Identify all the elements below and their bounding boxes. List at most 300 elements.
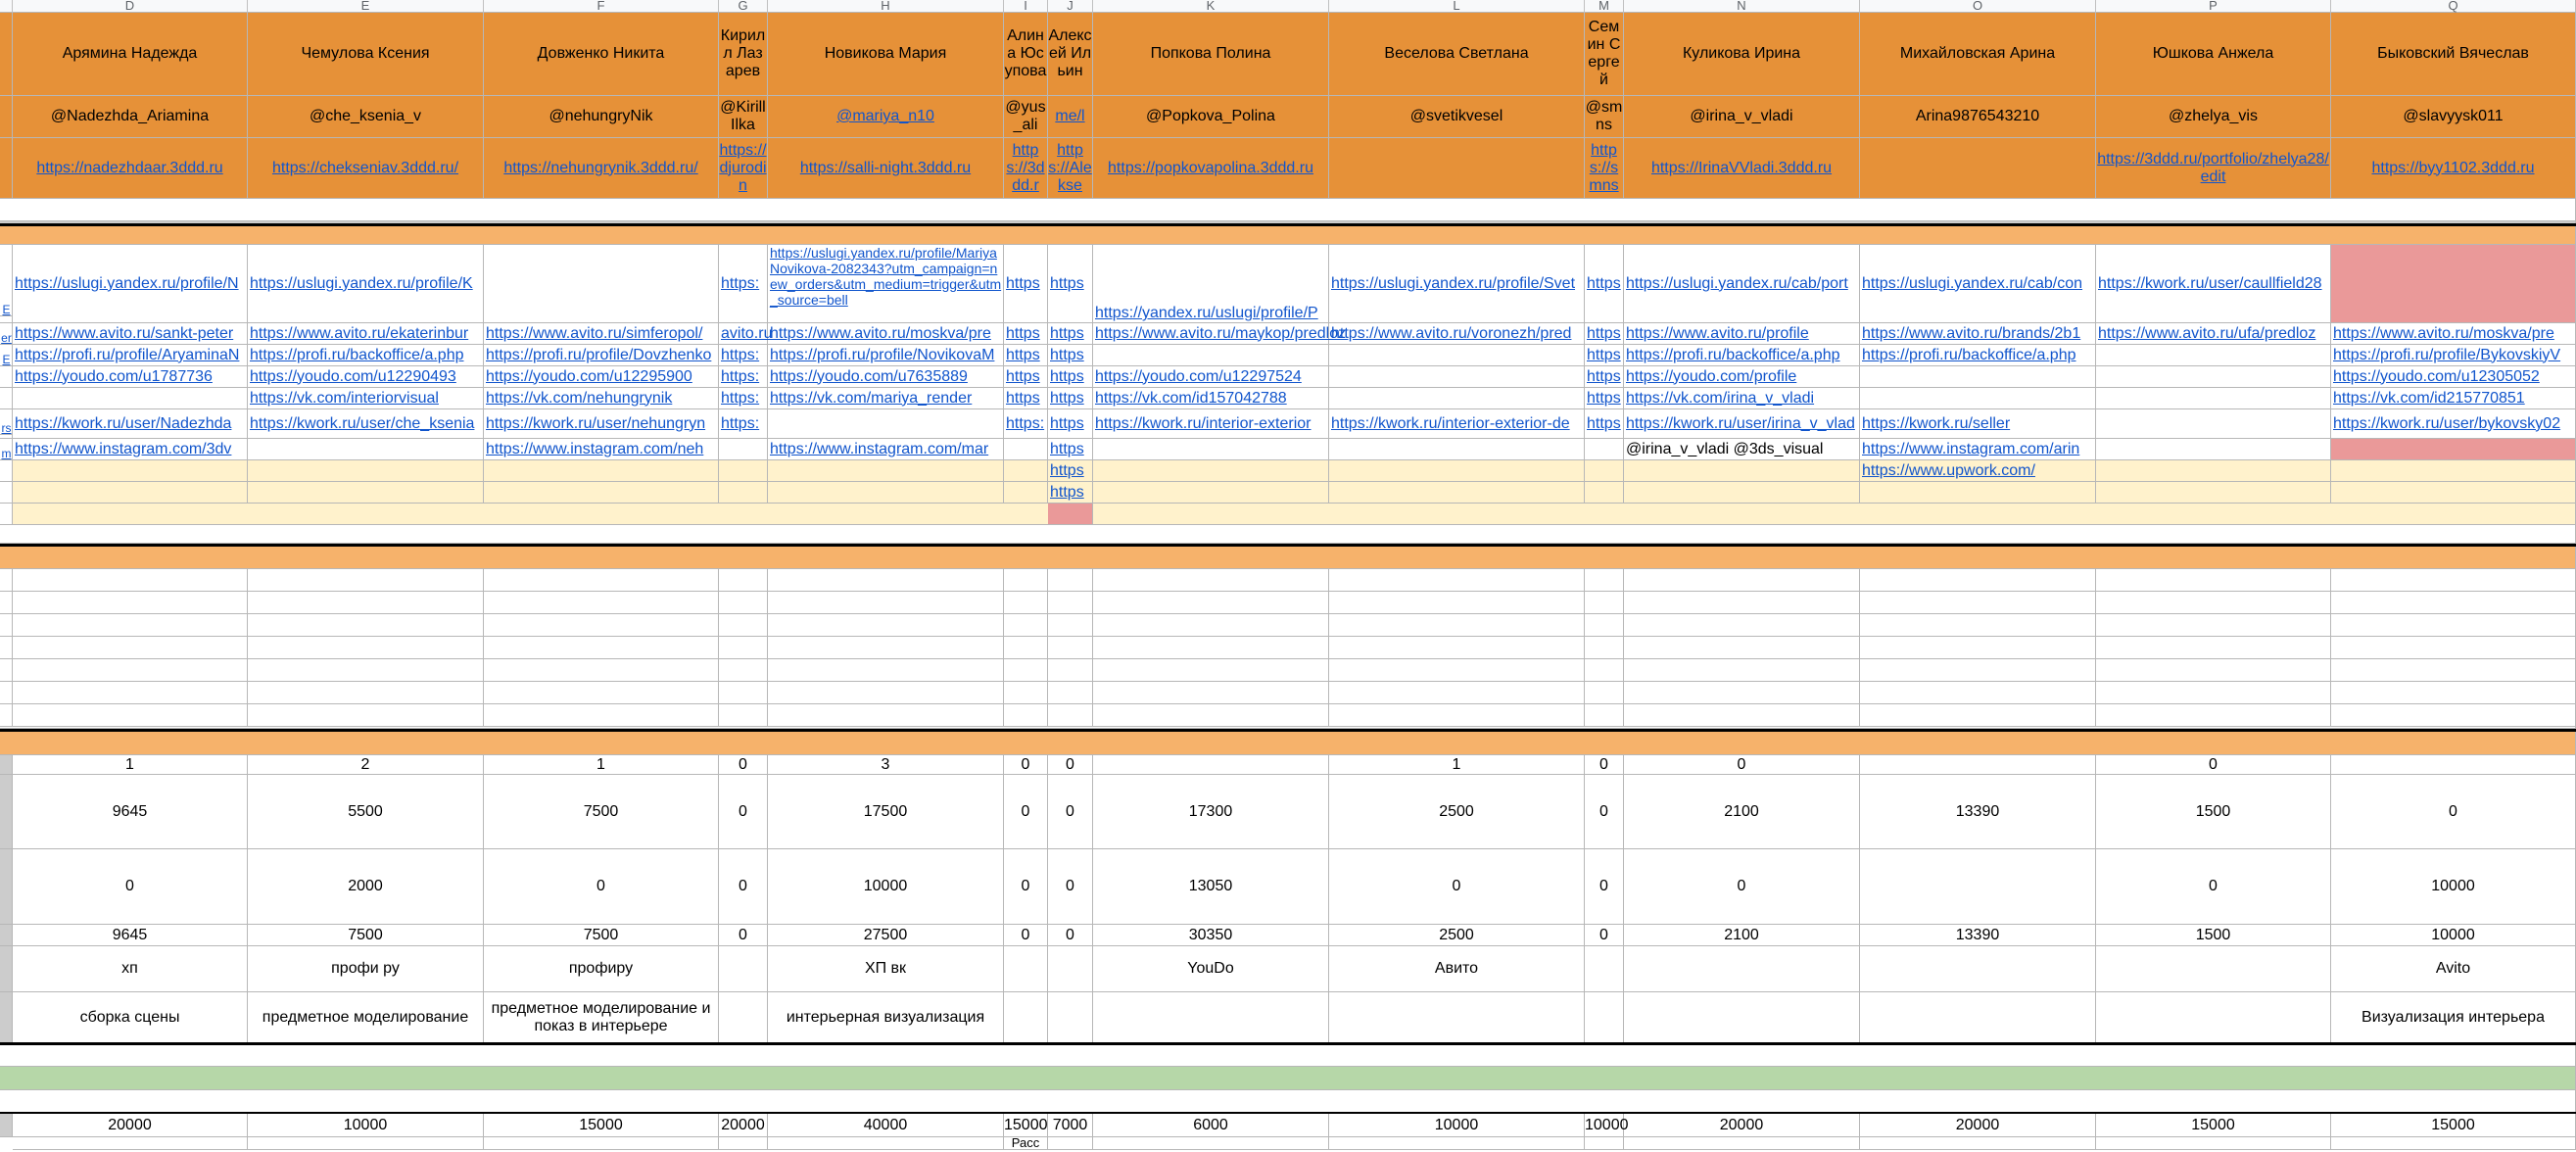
profi-cell-m-text[interactable]: https: [1587, 346, 1621, 363]
source-cell-f[interactable]: [484, 946, 719, 992]
orders-cell-j-text[interactable]: 0: [1066, 755, 1074, 773]
kwork-cell-d-text[interactable]: https://kwork.ru/user/Nadezhda: [15, 414, 232, 432]
empty-cell-r0-h[interactable]: [768, 569, 1004, 592]
instagram-cell-j-text[interactable]: https: [1050, 440, 1084, 457]
youdo-cell-h-text[interactable]: https://youdo.com/u7635889: [770, 367, 968, 385]
avito-cell-p-text[interactable]: https://www.avito.ru/ufa/predloz: [2098, 324, 2316, 342]
names-cell-f-text[interactable]: Довженко Никита: [537, 45, 665, 62]
names-cell-j[interactable]: [1048, 13, 1093, 96]
total-cell-g[interactable]: [719, 925, 768, 946]
sum1-cell-k[interactable]: [1093, 775, 1329, 849]
avito-cell-i-text[interactable]: https: [1006, 324, 1040, 342]
youdo-cell-n-text[interactable]: https://youdo.com/profile: [1626, 367, 1797, 385]
empty-cell-r0-f[interactable]: [484, 569, 719, 592]
kwork-cell-e-text[interactable]: https://kwork.ru/user/che_ksenia: [250, 414, 475, 432]
handles-cell-d-text[interactable]: @Nadezhda_Ariamina: [50, 108, 210, 124]
column-header-p[interactable]: [2096, 0, 2331, 13]
names-cell-m-text[interactable]: Семин Сергей: [1587, 19, 1621, 88]
task-cell-d[interactable]: [13, 992, 248, 1043]
other1-cell-m[interactable]: [1585, 460, 1624, 482]
sum2-cell-e-text[interactable]: 2000: [348, 878, 383, 894]
vk-cell-i[interactable]: [1004, 388, 1048, 409]
orders-cell-h-text[interactable]: 3: [881, 755, 890, 773]
empty-cell-r4-m[interactable]: [1585, 659, 1624, 682]
other2-cell-k[interactable]: [1093, 482, 1329, 504]
empty-cell-r4-o[interactable]: [1860, 659, 2096, 682]
other1-cell-f[interactable]: [484, 460, 719, 482]
source-cell-q[interactable]: [2331, 946, 2576, 992]
vk-cell-k-text[interactable]: https://vk.com/id157042788: [1095, 389, 1287, 407]
instagram-cell-o-text[interactable]: https://www.instagram.com/arin: [1862, 440, 2080, 457]
portfolio-cell-d-text[interactable]: https://nadezhdaar.3ddd.ru: [36, 159, 223, 176]
last-row-cell-l[interactable]: [1329, 1137, 1585, 1150]
other2-cell-l[interactable]: [1329, 482, 1585, 504]
vk-cell-k[interactable]: [1093, 388, 1329, 409]
sum1-cell-h[interactable]: [768, 775, 1004, 849]
other1-cell-j-text[interactable]: https: [1050, 461, 1084, 479]
names-cell-e-text[interactable]: Чемулова Ксения: [301, 45, 430, 62]
orders-cell-f-text[interactable]: 1: [596, 755, 605, 773]
other1-cell-e[interactable]: [248, 460, 484, 482]
avito-cell-f-text[interactable]: https://www.avito.ru/simferopol/: [486, 324, 703, 342]
handles-cell-o[interactable]: [1860, 96, 2096, 138]
profi-cell-g-text[interactable]: https:: [721, 346, 760, 363]
price-cell-p[interactable]: [2096, 1114, 2331, 1137]
column-header-i-text[interactable]: I: [1024, 0, 1027, 13]
empty-cell-r0-e[interactable]: [248, 569, 484, 592]
kwork-cell-k[interactable]: [1093, 409, 1329, 439]
handles-cell-j-text[interactable]: me/l: [1055, 108, 1085, 124]
handles-cell-e-text[interactable]: @che_ksenia_v: [309, 108, 422, 124]
portfolio-cell-q-text[interactable]: https://byy1102.3ddd.ru: [2371, 159, 2535, 176]
column-header-f[interactable]: [484, 0, 719, 13]
price-cell-n[interactable]: [1624, 1114, 1860, 1137]
price-cell-j[interactable]: [1048, 1114, 1093, 1137]
sum2-cell-d[interactable]: [13, 849, 248, 925]
handles-cell-q-text[interactable]: @slavyysk011: [2403, 108, 2504, 124]
vk-cell-q-text[interactable]: https://vk.com/id215770851: [2333, 389, 2525, 407]
sum2-cell-o[interactable]: [1860, 849, 2096, 925]
empty-cell-r1-h[interactable]: [768, 592, 1004, 614]
sum2-cell-k-text[interactable]: 13050: [1188, 878, 1233, 894]
yandex-cell-g[interactable]: [719, 245, 768, 323]
column-header-j-text[interactable]: J: [1067, 0, 1073, 13]
kwork-cell-f[interactable]: [484, 409, 719, 439]
vk-cell-m-text[interactable]: https: [1587, 389, 1621, 407]
kwork-cell-i[interactable]: [1004, 409, 1048, 439]
column-header-f-text[interactable]: F: [596, 0, 605, 13]
avito-cell-h[interactable]: [768, 323, 1004, 345]
column-c-fragment-2[interactable]: [0, 353, 13, 366]
names-cell-k[interactable]: [1093, 13, 1329, 96]
kwork-cell-n-text[interactable]: https://kwork.ru/user/irina_v_vlad: [1626, 414, 1855, 432]
other1-cell-d[interactable]: [13, 460, 248, 482]
sum2-cell-l-text[interactable]: 0: [1452, 878, 1461, 894]
last-row-cell-f[interactable]: [484, 1137, 719, 1150]
other2-cell-h[interactable]: [768, 482, 1004, 504]
task-cell-g[interactable]: [719, 992, 768, 1043]
total-cell-q[interactable]: [2331, 925, 2576, 946]
source-cell-k[interactable]: [1093, 946, 1329, 992]
youdo-cell-i[interactable]: [1004, 366, 1048, 388]
empty-cell-r2-m[interactable]: [1585, 614, 1624, 637]
column-header-i[interactable]: [1004, 0, 1048, 13]
handles-cell-g[interactable]: [719, 96, 768, 138]
kwork-cell-m[interactable]: [1585, 409, 1624, 439]
youdo-cell-n[interactable]: [1624, 366, 1860, 388]
names-cell-o[interactable]: [1860, 13, 2096, 96]
empty-cell-r1-l[interactable]: [1329, 592, 1585, 614]
total-cell-f-text[interactable]: 7500: [583, 926, 619, 943]
yandex-cell-q[interactable]: [2331, 245, 2576, 323]
handles-cell-g-text[interactable]: @KirillIlka: [720, 99, 766, 133]
portfolio-cell-h[interactable]: [768, 138, 1004, 199]
sum1-cell-f[interactable]: [484, 775, 719, 849]
handles-cell-i[interactable]: [1004, 96, 1048, 138]
last-row-cell-i[interactable]: [1004, 1137, 1048, 1150]
instagram-cell-p[interactable]: [2096, 439, 2331, 460]
profi-cell-d[interactable]: [13, 345, 248, 366]
task-cell-e[interactable]: [248, 992, 484, 1043]
handles-cell-h-text[interactable]: @mariya_n10: [836, 108, 934, 124]
source-cell-j[interactable]: [1048, 946, 1093, 992]
orders-cell-o[interactable]: [1860, 755, 2096, 775]
youdo-cell-d-text[interactable]: https://youdo.com/u1787736: [15, 367, 213, 385]
empty-cell-r2-p[interactable]: [2096, 614, 2331, 637]
youdo-cell-m-text[interactable]: https: [1587, 367, 1621, 385]
empty-cell-r0-i[interactable]: [1004, 569, 1048, 592]
empty-cell-r3-i[interactable]: [1004, 637, 1048, 659]
instagram-cell-i[interactable]: [1004, 439, 1048, 460]
names-cell-g-text[interactable]: Кирилл Лазарев: [720, 27, 766, 79]
column-c-fragment-1-text[interactable]: er: [1, 330, 12, 345]
names-cell-d-text[interactable]: Арямина Надежда: [62, 45, 198, 62]
price-cell-g[interactable]: [719, 1114, 768, 1137]
column-header-n[interactable]: [1624, 0, 1860, 13]
empty-cell-r4-k[interactable]: [1093, 659, 1329, 682]
task-cell-f[interactable]: [484, 992, 719, 1043]
sum1-cell-n[interactable]: [1624, 775, 1860, 849]
profi-cell-j[interactable]: [1048, 345, 1093, 366]
portfolio-cell-f[interactable]: [484, 138, 719, 199]
youdo-cell-g[interactable]: [719, 366, 768, 388]
sum1-cell-l[interactable]: [1329, 775, 1585, 849]
orders-cell-j[interactable]: [1048, 755, 1093, 775]
other2-cell-j-text[interactable]: https: [1050, 483, 1084, 501]
profi-cell-q-text[interactable]: https://profi.ru/profile/BykovskiyV: [2333, 346, 2561, 363]
price-cell-o-text[interactable]: 20000: [1955, 1116, 2000, 1133]
portfolio-cell-m[interactable]: [1585, 138, 1624, 199]
total-cell-k-text[interactable]: 30350: [1188, 926, 1233, 943]
portfolio-cell-q[interactable]: [2331, 138, 2576, 199]
instagram-cell-h-text[interactable]: https://www.instagram.com/mar: [770, 440, 989, 457]
names-cell-m[interactable]: [1585, 13, 1624, 96]
price-cell-d-text[interactable]: 20000: [108, 1116, 152, 1133]
other2-cell-f[interactable]: [484, 482, 719, 504]
empty-cell-r4-l[interactable]: [1329, 659, 1585, 682]
yandex-cell-g-text[interactable]: https:: [721, 274, 760, 292]
column-header-e-text[interactable]: E: [360, 0, 370, 13]
portfolio-cell-m-text[interactable]: https://smns: [1589, 141, 1619, 194]
sum1-cell-g-text[interactable]: 0: [739, 802, 747, 820]
sum1-cell-j-text[interactable]: 0: [1066, 802, 1074, 820]
profi-cell-p[interactable]: [2096, 345, 2331, 366]
empty-cell-r0-l[interactable]: [1329, 569, 1585, 592]
price-cell-j-text[interactable]: 7000: [1052, 1116, 1088, 1133]
empty-cell-r0-d[interactable]: [13, 569, 248, 592]
empty-cell-r1-n[interactable]: [1624, 592, 1860, 614]
empty-cell-r3-l[interactable]: [1329, 637, 1585, 659]
vk-cell-n-text[interactable]: https://vk.com/irina_v_vladi: [1626, 389, 1815, 407]
names-cell-q-text[interactable]: Быковский Вячеслав: [2377, 45, 2529, 62]
avito-cell-l-text[interactable]: https://www.avito.ru/voronezh/pred: [1331, 324, 1572, 342]
vk-cell-j[interactable]: [1048, 388, 1093, 409]
names-cell-f[interactable]: [484, 13, 719, 96]
sum2-cell-j[interactable]: [1048, 849, 1093, 925]
source-cell-h-text[interactable]: ХП вк: [864, 960, 907, 977]
yandex-cell-p[interactable]: [2096, 245, 2331, 323]
instagram-cell-d-text[interactable]: https://www.instagram.com/3dv: [15, 440, 232, 457]
other1-cell-q[interactable]: [2331, 460, 2576, 482]
handles-cell-h[interactable]: [768, 96, 1004, 138]
avito-cell-o-text[interactable]: https://www.avito.ru/brands/2b1: [1862, 324, 2081, 342]
yandex-cell-i-text[interactable]: https: [1006, 274, 1040, 292]
sum1-cell-d[interactable]: [13, 775, 248, 849]
orders-cell-q[interactable]: [2331, 755, 2576, 775]
orders-cell-p-text[interactable]: 0: [2209, 755, 2218, 773]
price-cell-g-text[interactable]: 20000: [721, 1116, 765, 1133]
youdo-cell-q[interactable]: [2331, 366, 2576, 388]
kwork-cell-f-text[interactable]: https://kwork.ru/user/nehungryn: [486, 414, 706, 432]
price-cell-d[interactable]: [13, 1114, 248, 1137]
source-cell-m[interactable]: [1585, 946, 1624, 992]
empty-cell-r2-g[interactable]: [719, 614, 768, 637]
last-row-cell-d[interactable]: [13, 1137, 248, 1150]
instagram-cell-o[interactable]: [1860, 439, 2096, 460]
price-cell-e-text[interactable]: 10000: [343, 1116, 388, 1133]
other1-cell-o[interactable]: [1860, 460, 2096, 482]
names-cell-q[interactable]: [2331, 13, 2576, 96]
other2-cell-d[interactable]: [13, 482, 248, 504]
vk-cell-m[interactable]: [1585, 388, 1624, 409]
profi-cell-k[interactable]: [1093, 345, 1329, 366]
last-row-cell-p[interactable]: [2096, 1137, 2331, 1150]
column-header-m-text[interactable]: M: [1598, 0, 1609, 13]
column-c-fragment-4[interactable]: [0, 447, 13, 460]
other1-cell-n[interactable]: [1624, 460, 1860, 482]
source-cell-o[interactable]: [1860, 946, 2096, 992]
source-cell-n[interactable]: [1624, 946, 1860, 992]
handles-cell-l-text[interactable]: @svetikvesel: [1409, 108, 1503, 124]
price-cell-k[interactable]: [1093, 1114, 1329, 1137]
other2-cell-m[interactable]: [1585, 482, 1624, 504]
empty-cell-r2-k[interactable]: [1093, 614, 1329, 637]
column-header-l-text[interactable]: L: [1453, 0, 1460, 13]
other2-cell-e[interactable]: [248, 482, 484, 504]
kwork-cell-k-text[interactable]: https://kwork.ru/interior-exterior: [1095, 414, 1312, 432]
empty-cell-r3-d[interactable]: [13, 637, 248, 659]
total-cell-d[interactable]: [13, 925, 248, 946]
empty-cell-r3-m[interactable]: [1585, 637, 1624, 659]
orders-cell-n[interactable]: [1624, 755, 1860, 775]
task-cell-j[interactable]: [1048, 992, 1093, 1043]
total-cell-m-text[interactable]: 0: [1599, 926, 1608, 943]
instagram-cell-k[interactable]: [1093, 439, 1329, 460]
kwork-cell-g[interactable]: [719, 409, 768, 439]
price-cell-l[interactable]: [1329, 1114, 1585, 1137]
price-cell-i-text[interactable]: 15000: [1004, 1116, 1048, 1133]
empty-cell-r1-q[interactable]: [2331, 592, 2576, 614]
instagram-cell-n-text[interactable]: @irina_v_vladi @3ds_visual: [1626, 440, 1824, 457]
total-cell-i[interactable]: [1004, 925, 1048, 946]
column-header-o-text[interactable]: O: [1972, 0, 1983, 13]
orders-cell-e-text[interactable]: 2: [360, 755, 370, 773]
column-header-m[interactable]: [1585, 0, 1624, 13]
orders-cell-m[interactable]: [1585, 755, 1624, 775]
empty-cell-r1-f[interactable]: [484, 592, 719, 614]
portfolio-cell-o[interactable]: [1860, 138, 2096, 199]
kwork-cell-l-text[interactable]: https://kwork.ru/interior-exterior-de: [1331, 414, 1570, 432]
price-cell-l-text[interactable]: 10000: [1434, 1116, 1479, 1133]
sum2-cell-e[interactable]: [248, 849, 484, 925]
yandex-cell-m[interactable]: [1585, 245, 1624, 323]
handles-cell-n[interactable]: [1624, 96, 1860, 138]
source-cell-p[interactable]: [2096, 946, 2331, 992]
empty-cell-r4-d[interactable]: [13, 659, 248, 682]
sum1-cell-k-text[interactable]: 17300: [1188, 802, 1233, 820]
names-cell-e[interactable]: [248, 13, 484, 96]
price-cell-q[interactable]: [2331, 1114, 2576, 1137]
kwork-cell-m-text[interactable]: https: [1587, 414, 1621, 432]
portfolio-cell-f-text[interactable]: https://nehungrynik.3ddd.ru/: [503, 159, 698, 176]
kwork-cell-p[interactable]: [2096, 409, 2331, 439]
vk-cell-q[interactable]: [2331, 388, 2576, 409]
source-cell-d-text[interactable]: хп: [121, 960, 138, 977]
avito-cell-k[interactable]: [1093, 323, 1347, 345]
handles-cell-q[interactable]: [2331, 96, 2576, 138]
orders-cell-d-text[interactable]: 1: [125, 755, 134, 773]
column-header-d[interactable]: [13, 0, 248, 13]
source-cell-f-text[interactable]: профиру: [568, 960, 634, 977]
column-header-h-text[interactable]: H: [881, 0, 890, 13]
other1-cell-j[interactable]: [1048, 460, 1093, 482]
total-cell-p-text[interactable]: 1500: [2195, 926, 2231, 943]
orders-cell-m-text[interactable]: 0: [1599, 755, 1608, 773]
profi-cell-e[interactable]: [248, 345, 484, 366]
handles-cell-f[interactable]: [484, 96, 719, 138]
empty-cell-r4-h[interactable]: [768, 659, 1004, 682]
avito-cell-k-text[interactable]: https://www.avito.ru/maykop/predloz: [1095, 324, 1347, 342]
youdo-cell-q-text[interactable]: https://youdo.com/u12305052: [2333, 367, 2540, 385]
yandex-cell-o[interactable]: [1860, 245, 2096, 323]
total-cell-n-text[interactable]: 2100: [1724, 926, 1759, 943]
other1-cell-g[interactable]: [719, 460, 768, 482]
kwork-cell-i-text[interactable]: https:: [1006, 414, 1045, 432]
sum2-cell-l[interactable]: [1329, 849, 1585, 925]
empty-cell-r5-k[interactable]: [1093, 682, 1329, 704]
youdo-cell-d[interactable]: [13, 366, 248, 388]
empty-cell-r1-m[interactable]: [1585, 592, 1624, 614]
source-cell-q-text[interactable]: Avito: [2435, 960, 2471, 977]
avito-cell-p[interactable]: [2096, 323, 2331, 345]
profi-cell-m[interactable]: [1585, 345, 1624, 366]
names-cell-h-text[interactable]: Новикова Мария: [824, 45, 947, 62]
profi-cell-i[interactable]: [1004, 345, 1048, 366]
last-row-cell-j[interactable]: [1048, 1137, 1093, 1150]
sum2-cell-h-text[interactable]: 10000: [863, 878, 908, 894]
youdo-cell-g-text[interactable]: https:: [721, 367, 760, 385]
empty-cell-r1-i[interactable]: [1004, 592, 1048, 614]
source-cell-e[interactable]: [248, 946, 484, 992]
portfolio-cell-j[interactable]: [1048, 138, 1093, 199]
empty-cell-r5-f[interactable]: [484, 682, 719, 704]
kwork-cell-d[interactable]: [13, 409, 248, 439]
handles-cell-i-text[interactable]: @yus_ali: [1005, 99, 1046, 133]
empty-cell-r2-f[interactable]: [484, 614, 719, 637]
portfolio-cell-i-text[interactable]: https://3ddd.r: [1006, 141, 1045, 194]
names-cell-p[interactable]: [2096, 13, 2331, 96]
avito-cell-n[interactable]: [1624, 323, 1860, 345]
names-cell-h[interactable]: [768, 13, 1004, 96]
empty-cell-r1-p[interactable]: [2096, 592, 2331, 614]
total-cell-d-text[interactable]: 9645: [112, 926, 148, 943]
profi-cell-g[interactable]: [719, 345, 768, 366]
source-cell-k-text[interactable]: YouDo: [1187, 960, 1234, 977]
portfolio-cell-k[interactable]: [1093, 138, 1329, 199]
names-cell-l-text[interactable]: Веселова Светлана: [1384, 45, 1529, 62]
total-cell-o-text[interactable]: 13390: [1955, 926, 2000, 943]
yandex-cell-i[interactable]: [1004, 245, 1048, 323]
sum2-cell-m-text[interactable]: 0: [1599, 878, 1608, 894]
avito-cell-h-text[interactable]: https://www.avito.ru/moskva/pre: [770, 324, 991, 342]
vk-cell-e[interactable]: [248, 388, 484, 409]
portfolio-cell-k-text[interactable]: https://popkovapolina.3ddd.ru: [1108, 159, 1313, 176]
handles-cell-j[interactable]: [1048, 96, 1093, 138]
sum2-cell-k[interactable]: [1093, 849, 1329, 925]
vk-cell-h[interactable]: [768, 388, 1004, 409]
sum2-cell-g[interactable]: [719, 849, 768, 925]
instagram-cell-q[interactable]: [2331, 439, 2576, 460]
portfolio-cell-j-text[interactable]: https://Alekse: [1048, 141, 1092, 194]
profi-cell-j-text[interactable]: https: [1050, 346, 1084, 363]
task-cell-p[interactable]: [2096, 992, 2331, 1043]
vk-cell-g-text[interactable]: https:: [721, 389, 760, 407]
yandex-cell-l-text[interactable]: https://uslugi.yandex.ru/profile/Svet: [1331, 274, 1576, 292]
total-cell-m[interactable]: [1585, 925, 1624, 946]
empty-cell-r3-k[interactable]: [1093, 637, 1329, 659]
youdo-cell-m[interactable]: [1585, 366, 1624, 388]
avito-cell-g-text[interactable]: avito.ru: [721, 324, 773, 342]
price-cell-h[interactable]: [768, 1114, 1004, 1137]
column-c-fragment-0[interactable]: [0, 303, 13, 316]
handles-cell-f-text[interactable]: @nehungryNik: [549, 108, 653, 124]
instagram-cell-j[interactable]: [1048, 439, 1093, 460]
orders-cell-l[interactable]: [1329, 755, 1585, 775]
avito-cell-n-text[interactable]: https://www.avito.ru/profile: [1626, 324, 1809, 342]
portfolio-cell-i[interactable]: [1004, 138, 1048, 199]
sum1-cell-g[interactable]: [719, 775, 768, 849]
orders-cell-k[interactable]: [1093, 755, 1329, 775]
kwork-cell-o[interactable]: [1860, 409, 2096, 439]
instagram-cell-e[interactable]: [248, 439, 484, 460]
column-c-fragment-2-text[interactable]: E: [2, 352, 11, 366]
kwork-cell-l[interactable]: [1329, 409, 1585, 439]
avito-cell-q-text[interactable]: https://www.avito.ru/moskva/pre: [2333, 324, 2554, 342]
empty-cell-r0-q[interactable]: [2331, 569, 2576, 592]
handles-cell-p[interactable]: [2096, 96, 2331, 138]
other1-cell-l[interactable]: [1329, 460, 1585, 482]
empty-cell-r5-d[interactable]: [13, 682, 248, 704]
